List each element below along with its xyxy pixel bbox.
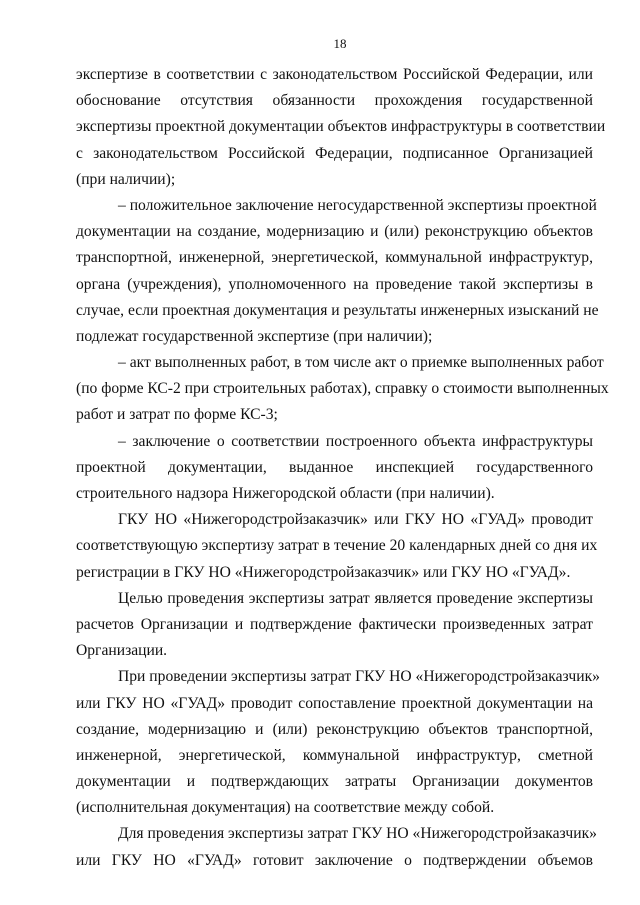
text-line: документации и подтверждающих затраты Организации документов [76, 773, 593, 791]
text-line: – акт выполненных работ, в том числе акт о приемке выполненных работ [118, 354, 604, 372]
text-line: работ и затрат по форме КС-3; [76, 406, 278, 424]
text-line: документации на создание, модернизацию и (или) реконструкцию объектов [76, 223, 593, 241]
text-line: (по форме КС-2 при строительных работах), справку о стоимости выполненных [76, 380, 609, 398]
paragraph [76, 350, 609, 429]
text-line: При проведении экспертизы затрат ГКУ НО «Нижегородстройзаказчик» [118, 668, 600, 686]
text-line: – положительное заключение негосударственной экспертизы проектной [118, 196, 597, 214]
text-line: транспортной, инженерной, энергетической, коммунальной инфраструктур, [76, 249, 593, 267]
text-line: создание, модернизацию и (или) реконструкцию объектов транспортной, [76, 720, 593, 738]
text-line: Целью проведения экспертизы затрат является проведение экспертизы [118, 589, 593, 607]
paragraph [76, 821, 597, 873]
text-line: проектной документации, выданное инспекцией государственного [76, 458, 593, 476]
text-line: строительного надзора Нижегородской области (при наличии). [76, 485, 495, 502]
text-line: соответствующую экспертизу затрат в течение 20 календарных дней со дня их [76, 537, 598, 555]
paragraph [76, 429, 593, 508]
page-number: 18 [333, 36, 347, 51]
paragraph [76, 507, 598, 586]
text-line: инженерной, энергетической, коммунальной инфраструктур, сметной [76, 746, 593, 764]
document-body [76, 62, 609, 874]
text-line: органа (учреждения), уполномоченного на проведение такой экспертизы в [76, 275, 593, 293]
text-line: экспертизе в соответствии с законодательством Российской Федерации, или [76, 66, 593, 83]
text-line: – заключение о соответствии построенного объекта инфраструктуры [118, 432, 593, 450]
text-line: или ГКУ НО «ГУАД» готовит заключение о подтверждении объемов [76, 851, 593, 869]
text-line: Для проведения экспертизы затрат ГКУ НО «Нижегородстройзаказчик» [118, 825, 597, 843]
paragraph [76, 62, 606, 193]
text-line: (при наличии); [76, 170, 176, 188]
text-line: случае, если проектная документация и результаты инженерных изысканий не [76, 301, 599, 319]
paragraph [76, 193, 599, 350]
text-line: ГКУ НО «Нижегородстройзаказчик» или ГКУ НО «ГУАД» проводит [118, 511, 593, 529]
text-line: (исполнительная документация) на соответствие между собой. [76, 799, 495, 817]
text-line: с законодательством Российской Федерации, подписанное Организацией [76, 144, 593, 162]
text-line: экспертизы проектной документации объектов инфраструктуры в соответствии [76, 118, 606, 136]
text-line: или ГКУ НО «ГУАД» проводит сопоставление проектной документации на [76, 694, 593, 712]
text-line: регистрации в ГКУ НО «Нижегородстройзаказчик» или ГКУ НО «ГУАД». [76, 563, 571, 581]
paragraph [76, 664, 600, 821]
text-line: Организации. [76, 642, 168, 660]
paragraph [76, 586, 593, 665]
text-line: подлежат государственной экспертизе (при наличии); [76, 327, 433, 345]
text-line: обоснование отсутствия обязанности прохождения государственной [76, 92, 593, 110]
text-line: расчетов Организации и подтверждение фактически произведенных затрат [76, 615, 593, 633]
